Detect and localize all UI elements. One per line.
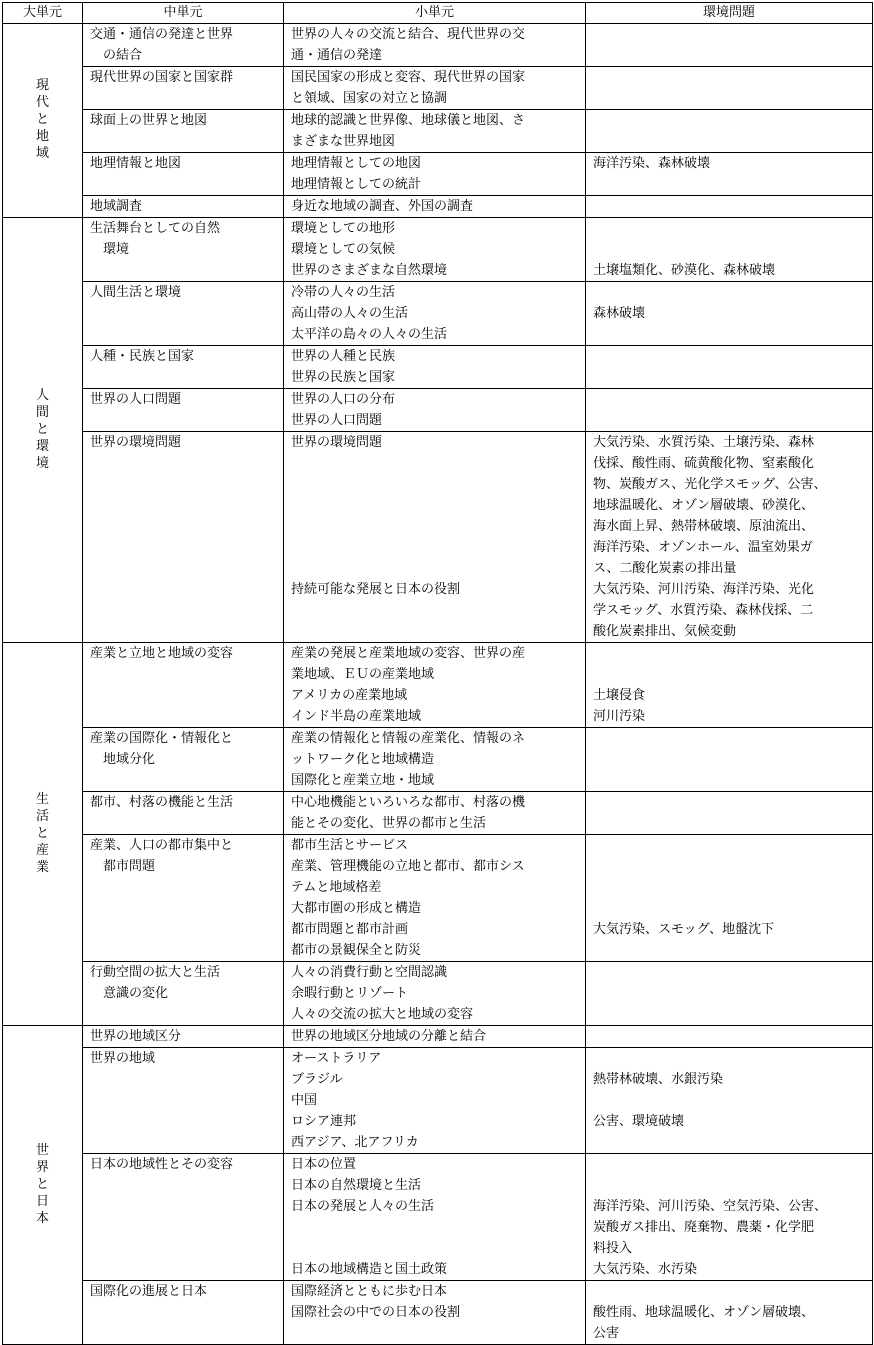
kankyo-mondai-line: 森林破壊 <box>593 306 646 321</box>
sho-tangen-line: 日本の地域構造と国土政策 <box>291 1262 448 1277</box>
sho-tangen-line: 中国 <box>291 1093 318 1108</box>
kankyo-mondai-line: 公害 <box>593 1326 620 1341</box>
header-dai: 大単元 <box>3 3 83 24</box>
sho-tangen-line: アメリカの産業地域 <box>291 688 408 703</box>
chu-tangen-line <box>90 474 283 495</box>
chu-tangen-line <box>90 88 283 109</box>
kankyo-mondai-line <box>593 664 872 685</box>
table-row <box>3 1281 873 1345</box>
sho-tangen-cell <box>284 67 586 110</box>
chu-tangen-cell <box>83 110 284 153</box>
sho-tangen-line: インド半島の産業地域 <box>291 709 422 724</box>
chu-tangen-line <box>90 495 283 516</box>
kankyo-mondai-cell <box>586 1154 873 1281</box>
chu-tangen-line <box>90 1302 283 1323</box>
chu-tangen-line <box>90 1069 283 1090</box>
chu-tangen-line: 人種・民族と国家 <box>90 349 195 364</box>
sho-tangen-line: ブラジル <box>291 1072 343 1087</box>
table-row <box>3 728 873 792</box>
sho-tangen-line: 日本の発展と人々の生活 <box>291 1199 435 1214</box>
chu-tangen-line: 地域分化 <box>103 752 156 767</box>
kankyo-mondai-cell <box>586 110 873 153</box>
chu-tangen-line: 行動空間の拡大と生活 <box>90 965 221 980</box>
chu-tangen-line <box>90 1111 283 1132</box>
dai-tangen-cell <box>3 643 83 1026</box>
chu-tangen-line <box>90 919 283 940</box>
table-row <box>3 218 873 282</box>
sho-tangen-line: 世界のさまざまな自然環境 <box>291 263 448 278</box>
table-row <box>3 110 873 153</box>
dai-tangen-cell <box>3 218 83 643</box>
chu-tangen-line: 環境 <box>103 242 130 257</box>
sho-tangen-line: 余暇行動とリゾート <box>291 986 409 1001</box>
kankyo-mondai-line: 土壌侵食 <box>593 688 646 703</box>
kankyo-mondai-line: 海洋汚染、オゾンホール、温室効果ガ <box>593 540 813 555</box>
kankyo-mondai-line <box>593 346 872 367</box>
table-row <box>3 389 873 432</box>
curriculum-table <box>2 2 873 1345</box>
sho-tangen-line: 都市問題と都市計画 <box>291 922 409 937</box>
chu-tangen-cell <box>83 153 284 196</box>
chu-tangen-cell <box>83 792 284 835</box>
sho-tangen-line <box>291 495 585 516</box>
sho-tangen-line: 都市の景観保全と防災 <box>291 943 422 958</box>
sho-tangen-cell <box>284 1154 586 1281</box>
chu-tangen-line: 現代世界の国家と国家群 <box>90 70 234 85</box>
sho-tangen-line: 世界の人口問題 <box>291 413 383 428</box>
kankyo-mondai-line: 大気汚染、スモッグ、地盤沈下 <box>593 922 775 937</box>
kankyo-mondai-cell <box>586 643 873 728</box>
sho-tangen-line: 国際経済とともに歩む日本 <box>291 1284 448 1299</box>
sho-tangen-cell <box>284 432 586 643</box>
sho-tangen-cell <box>284 282 586 346</box>
kankyo-mondai-line <box>593 940 872 961</box>
kankyo-mondai-line <box>593 367 872 388</box>
dai-tangen-label: 世界と日本 <box>36 1142 50 1226</box>
kankyo-mondai-line: 大気汚染、水汚染 <box>593 1262 698 1277</box>
chu-tangen-line <box>90 664 283 685</box>
chu-tangen-line <box>90 516 283 537</box>
chu-tangen-line: 世界の地域 <box>90 1051 156 1066</box>
kankyo-mondai-line <box>593 1132 872 1153</box>
sho-tangen-line <box>291 453 585 474</box>
chu-tangen-cell <box>83 218 284 282</box>
kankyo-mondai-line <box>593 983 872 1004</box>
kankyo-mondai-line <box>593 24 872 45</box>
chu-tangen-line <box>90 303 283 324</box>
kankyo-mondai-line <box>593 282 872 303</box>
sho-tangen-line: 世界の民族と国家 <box>291 370 396 385</box>
sho-tangen-line <box>291 1217 585 1238</box>
sho-tangen-line <box>291 474 585 495</box>
kankyo-mondai-line <box>593 643 872 664</box>
chu-tangen-line <box>90 579 283 600</box>
dai-tangen-label: 人間と環境 <box>36 387 50 471</box>
sho-tangen-line: 国際社会の中での日本の役割 <box>291 1305 461 1320</box>
sho-tangen-cell <box>284 153 586 196</box>
chu-tangen-line <box>90 940 283 961</box>
chu-tangen-line <box>90 324 283 345</box>
kankyo-mondai-cell <box>586 282 873 346</box>
kankyo-mondai-line: 大気汚染、水質汚染、土壌汚染、森林 <box>593 435 815 450</box>
chu-tangen-cell <box>83 346 284 389</box>
sho-tangen-line: 環境としての気候 <box>291 242 396 257</box>
kankyo-mondai-line <box>593 1154 872 1175</box>
sho-tangen-line: 持続可能な発展と日本の役割 <box>291 582 461 597</box>
sho-tangen-line: 産業の情報化と情報の産業化、情報のネ <box>291 731 526 746</box>
chu-tangen-line: 球面上の世界と地図 <box>90 113 208 128</box>
chu-tangen-line <box>90 558 283 579</box>
kankyo-mondai-line: 熱帯林破壊、水銀汚染 <box>593 1072 724 1087</box>
kankyo-mondai-line <box>593 813 872 834</box>
sho-tangen-line: まざまな世界地図 <box>291 134 396 149</box>
chu-tangen-cell <box>83 835 284 962</box>
kankyo-mondai-cell <box>586 792 873 835</box>
kankyo-mondai-line <box>593 131 872 152</box>
table-row <box>3 282 873 346</box>
kankyo-mondai-line: 海洋汚染、森林破壊 <box>593 156 711 171</box>
sho-tangen-line <box>291 621 585 642</box>
kankyo-mondai-line <box>593 856 872 877</box>
chu-tangen-line <box>90 1259 283 1280</box>
kankyo-mondai-cell <box>586 389 873 432</box>
sho-tangen-line: 通・通信の発達 <box>291 48 383 63</box>
chu-tangen-line <box>90 770 283 791</box>
header-chu: 中単元 <box>83 3 284 24</box>
kankyo-mondai-line <box>593 792 872 813</box>
chu-tangen-line: の結合 <box>103 48 143 63</box>
chu-tangen-line: 生活舞台としての自然 <box>90 221 221 236</box>
header-row <box>3 3 873 24</box>
kankyo-mondai-line <box>593 749 872 770</box>
sho-tangen-line: 人々の消費行動と空間認識 <box>291 965 448 980</box>
header-sho: 小単元 <box>284 3 586 24</box>
sho-tangen-line: 中心地機能といろいろな都市、村落の機 <box>291 795 526 810</box>
sho-tangen-cell <box>284 110 586 153</box>
dai-tangen-cell <box>3 1026 83 1345</box>
chu-tangen-cell <box>83 1048 284 1154</box>
sho-tangen-line: 人々の交流の拡大と地域の変容 <box>291 1007 474 1022</box>
sho-tangen-line: 国際化と産業立地・地域 <box>291 773 435 788</box>
kankyo-mondai-cell <box>586 728 873 792</box>
table-row <box>3 432 873 643</box>
chu-tangen-line <box>90 1196 283 1217</box>
sho-tangen-line <box>291 516 585 537</box>
chu-tangen-line <box>90 1004 283 1025</box>
dai-tangen-label: 生活と産業 <box>36 791 50 875</box>
table-row <box>3 643 873 728</box>
sho-tangen-cell <box>284 196 586 218</box>
sho-tangen-line: 産業の発展と産業地域の変容、世界の産 <box>291 646 526 661</box>
kankyo-mondai-line <box>593 770 872 791</box>
kankyo-mondai-line <box>593 1281 872 1302</box>
sho-tangen-cell <box>284 835 586 962</box>
kankyo-mondai-line: 酸化炭素排出、気候変動 <box>593 624 737 639</box>
chu-tangen-line <box>90 1238 283 1259</box>
chu-tangen-line <box>90 877 283 898</box>
sho-tangen-cell <box>284 962 586 1026</box>
chu-tangen-line: 世界の地域区分 <box>90 1029 182 1044</box>
sho-tangen-cell <box>284 24 586 67</box>
chu-tangen-line: 日本の地域性とその変容 <box>90 1157 234 1172</box>
sho-tangen-line: 冷帯の人々の生活 <box>291 285 396 300</box>
chu-tangen-line: 国際化の進展と日本 <box>90 1284 208 1299</box>
chu-tangen-cell <box>83 728 284 792</box>
sho-tangen-line: 西アジア、北アフリカ <box>291 1135 419 1150</box>
chu-tangen-line <box>90 410 283 431</box>
sho-tangen-line: 身近な地域の調査、外国の調査 <box>291 199 474 214</box>
kankyo-mondai-line <box>593 877 872 898</box>
kankyo-mondai-cell <box>586 218 873 282</box>
chu-tangen-cell <box>83 67 284 110</box>
table-row <box>3 24 873 67</box>
kankyo-mondai-line <box>593 389 872 410</box>
kankyo-mondai-line: 料投入 <box>593 1241 633 1256</box>
sho-tangen-line: 能とその変化、世界の都市と生活 <box>291 816 487 831</box>
sho-tangen-line: 世界の人々の交流と結合、現代世界の交 <box>291 27 526 42</box>
chu-tangen-line <box>90 1217 283 1238</box>
chu-tangen-line <box>90 174 283 195</box>
sho-tangen-cell <box>284 1048 586 1154</box>
sho-tangen-line: 業地域、ＥＵの産業地域 <box>291 667 435 682</box>
sho-tangen-cell <box>284 1026 586 1048</box>
kankyo-mondai-line <box>593 67 872 88</box>
kankyo-mondai-line <box>593 174 872 195</box>
sho-tangen-line <box>291 558 585 579</box>
kankyo-mondai-cell <box>586 196 873 218</box>
table-row <box>3 792 873 835</box>
kankyo-mondai-line <box>593 324 872 345</box>
sho-tangen-line: 地理情報としての統計 <box>291 177 422 192</box>
sho-tangen-line: 地理情報としての地図 <box>291 156 422 171</box>
sho-tangen-line: 大都市圏の形成と構造 <box>291 901 422 916</box>
kankyo-mondai-line <box>593 1090 872 1111</box>
chu-tangen-line: 地理情報と地図 <box>90 156 182 171</box>
kankyo-mondai-line <box>593 410 872 431</box>
sho-tangen-line: 環境としての地形 <box>291 221 396 236</box>
sho-tangen-line: 日本の位置 <box>291 1157 357 1172</box>
kankyo-mondai-line: 河川汚染 <box>593 709 646 724</box>
chu-tangen-cell <box>83 962 284 1026</box>
chu-tangen-line <box>90 1175 283 1196</box>
sho-tangen-line: ットワーク化と地域構造 <box>291 752 435 767</box>
chu-tangen-cell <box>83 282 284 346</box>
chu-tangen-cell <box>83 432 284 643</box>
kankyo-mondai-line <box>593 1175 872 1196</box>
chu-tangen-line: 地域調査 <box>90 199 143 214</box>
kankyo-mondai-cell <box>586 346 873 389</box>
kankyo-mondai-line: 海洋汚染、河川汚染、空気汚染、公害、 <box>593 1199 828 1214</box>
sho-tangen-line: 世界の地域区分地域の分離と結合 <box>291 1029 487 1044</box>
chu-tangen-line <box>90 537 283 558</box>
sho-tangen-line: 都市生活とサービス <box>291 838 409 853</box>
header-kankyo: 環境問題 <box>586 3 873 24</box>
sho-tangen-cell <box>284 792 586 835</box>
table-row <box>3 196 873 218</box>
sho-tangen-line <box>291 600 585 621</box>
chu-tangen-line <box>90 1132 283 1153</box>
kankyo-mondai-line: 海水面上昇、熱帯林破壊、原油流出、 <box>593 519 815 534</box>
kankyo-mondai-line <box>593 1026 872 1047</box>
kankyo-mondai-cell <box>586 24 873 67</box>
chu-tangen-cell <box>83 1154 284 1281</box>
chu-tangen-line <box>90 367 283 388</box>
chu-tangen-line: 意識の変化 <box>103 986 169 1001</box>
chu-tangen-cell <box>83 389 284 432</box>
table-body <box>3 24 873 1345</box>
chu-tangen-line: 都市、村落の機能と生活 <box>90 795 234 810</box>
kankyo-mondai-line: 酸性雨、地球温暖化、オゾン層破壊、 <box>593 1305 815 1320</box>
table-row <box>3 1026 873 1048</box>
sho-tangen-line: 世界の人種と民族 <box>291 349 396 364</box>
chu-tangen-cell <box>83 196 284 218</box>
kankyo-mondai-line: 大気汚染、河川汚染、海洋汚染、光化 <box>593 582 815 597</box>
chu-tangen-cell <box>83 1026 284 1048</box>
chu-tangen-line <box>90 621 283 642</box>
sho-tangen-line: 地球的認識と世界像、地球儀と地図、さ <box>291 113 526 128</box>
kankyo-mondai-line <box>593 835 872 856</box>
chu-tangen-line <box>90 898 283 919</box>
kankyo-mondai-cell <box>586 962 873 1026</box>
chu-tangen-line <box>90 131 283 152</box>
sho-tangen-line: ロシア連邦 <box>291 1114 357 1129</box>
sho-tangen-line <box>291 537 585 558</box>
chu-tangen-cell <box>83 24 284 67</box>
chu-tangen-line <box>90 685 283 706</box>
sho-tangen-line: テムと地域格差 <box>291 880 382 895</box>
sho-tangen-line: と領域、国家の対立と協調 <box>291 91 448 106</box>
table-row <box>3 1048 873 1154</box>
sho-tangen-cell <box>284 1281 586 1345</box>
kankyo-mondai-line <box>593 898 872 919</box>
sho-tangen-line: 世界の環境問題 <box>291 435 383 450</box>
kankyo-mondai-cell <box>586 432 873 643</box>
kankyo-mondai-line <box>593 110 872 131</box>
chu-tangen-line: 人間生活と環境 <box>90 285 182 300</box>
kankyo-mondai-cell <box>586 835 873 962</box>
chu-tangen-cell <box>83 643 284 728</box>
kankyo-mondai-cell <box>586 153 873 196</box>
kankyo-mondai-line <box>593 45 872 66</box>
sho-tangen-line: 国民国家の形成と変容、現代世界の国家 <box>291 70 526 85</box>
chu-tangen-line: 産業、人口の都市集中と <box>90 838 234 853</box>
kankyo-mondai-line <box>593 1048 872 1069</box>
kankyo-mondai-cell <box>586 1048 873 1154</box>
kankyo-mondai-line: 伐採、酸性雨、硫黄酸化物、窒素酸化 <box>593 456 815 471</box>
sho-tangen-line: 世界の人口の分布 <box>291 392 396 407</box>
chu-tangen-line: 産業の国際化・情報化と <box>90 731 234 746</box>
table-row <box>3 67 873 110</box>
kankyo-mondai-line: 炭酸ガス排出、廃棄物、農薬・化学肥 <box>593 1220 815 1235</box>
chu-tangen-line <box>90 260 283 281</box>
sho-tangen-line: オーストラリア <box>291 1051 382 1066</box>
kankyo-mondai-line: 地球温暖化、オゾン層破壊、砂漠化、 <box>593 498 815 513</box>
kankyo-mondai-cell <box>586 67 873 110</box>
table-row <box>3 962 873 1026</box>
kankyo-mondai-line: ス、二酸化炭素の排出量 <box>593 561 737 576</box>
sho-tangen-line: 高山帯の人々の生活 <box>291 306 409 321</box>
table-row <box>3 153 873 196</box>
dai-tangen-label: 現代と地域 <box>36 78 50 161</box>
sho-tangen-line: 産業、管理機能の立地と都市、都市シス <box>291 859 525 874</box>
chu-tangen-line <box>90 706 283 727</box>
chu-tangen-line: 世界の環境問題 <box>90 435 182 450</box>
kankyo-mondai-line <box>593 218 872 239</box>
sho-tangen-cell <box>284 389 586 432</box>
sho-tangen-cell <box>284 643 586 728</box>
chu-tangen-line: 都市問題 <box>103 859 156 874</box>
chu-tangen-line <box>90 813 283 834</box>
chu-tangen-line: 交通・通信の発達と世界 <box>90 27 234 42</box>
kankyo-mondai-cell <box>586 1026 873 1048</box>
sho-tangen-cell <box>284 346 586 389</box>
kankyo-mondai-line: 公害、環境破壊 <box>593 1114 685 1129</box>
chu-tangen-cell <box>83 1281 284 1345</box>
table-row <box>3 346 873 389</box>
table-row <box>3 1154 873 1281</box>
table-row <box>3 835 873 962</box>
chu-tangen-line <box>90 1090 283 1111</box>
dai-tangen-cell <box>3 24 83 218</box>
chu-tangen-line <box>90 453 283 474</box>
kankyo-mondai-line <box>593 962 872 983</box>
sho-tangen-line: 太平洋の島々の人々の生活 <box>291 327 448 342</box>
sho-tangen-cell <box>284 728 586 792</box>
kankyo-mondai-line: 学スモッグ、水質汚染、森林伐採、二 <box>593 603 814 618</box>
kankyo-mondai-line <box>593 728 872 749</box>
kankyo-mondai-line: 土壌塩類化、砂漠化、森林破壊 <box>593 263 776 278</box>
sho-tangen-line: 日本の自然環境と生活 <box>291 1178 422 1193</box>
kankyo-mondai-line <box>593 239 872 260</box>
chu-tangen-line <box>90 600 283 621</box>
chu-tangen-line: 世界の人口問題 <box>90 392 182 407</box>
sho-tangen-line <box>291 1238 585 1259</box>
sho-tangen-cell <box>284 218 586 282</box>
chu-tangen-line: 産業と立地と地域の変容 <box>90 646 234 661</box>
kankyo-mondai-cell <box>586 1281 873 1345</box>
kankyo-mondai-line <box>593 1004 872 1025</box>
kankyo-mondai-line <box>593 196 872 217</box>
kankyo-mondai-line <box>593 88 872 109</box>
kankyo-mondai-line: 物、炭酸ガス、光化学スモッグ、公害、 <box>593 477 827 492</box>
